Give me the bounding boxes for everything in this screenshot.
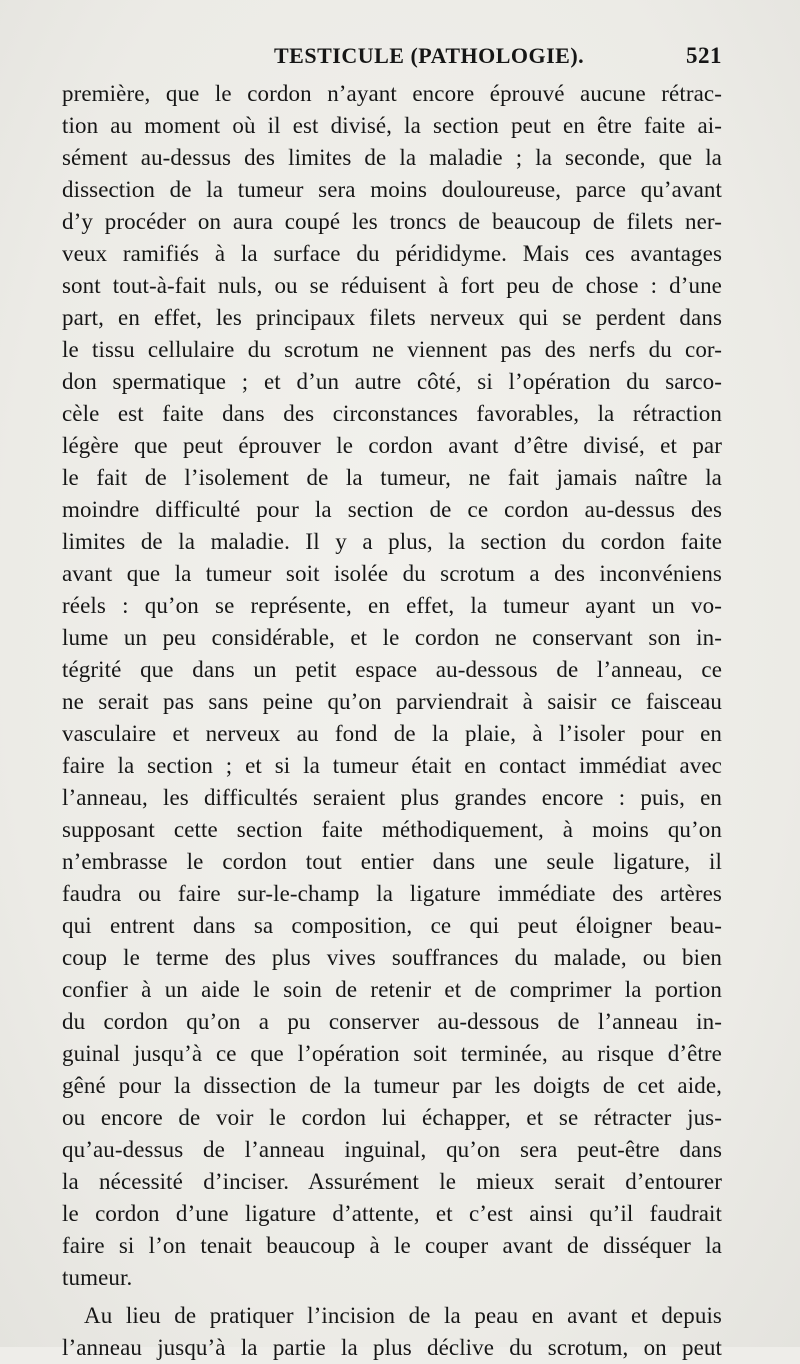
text-line: qui entrent dans sa composition, ce qui peut éloigner beau- bbox=[62, 913, 722, 938]
text-line: tion au moment où il est divisé, la section peut en être faite ai- bbox=[62, 113, 722, 138]
text-line: moindre difficulté pour la section de ce cordon au-dessus des bbox=[62, 497, 722, 522]
text-line: confier à un aide le soin de retenir et de comprimer la portion bbox=[62, 977, 722, 1002]
text-line: la nécessité d’inciser. Assurément le mieux serait d’entourer bbox=[62, 1169, 722, 1194]
text-line: première, que le cordon n’ayant encore éprouvé aucune rétrac- bbox=[62, 81, 722, 106]
text-line: coup le terme des plus vives souffrances du malade, ou bien bbox=[62, 945, 722, 970]
text-line: légère que peut éprouver le cordon avant d’être divisé, et par bbox=[62, 433, 722, 458]
page-number: 521 bbox=[686, 43, 722, 68]
text-line: tégrité que dans un petit espace au-dessous de l’anneau, ce bbox=[62, 657, 722, 682]
paragraph-1 bbox=[62, 78, 722, 1294]
text-line: faire la section ; et si la tumeur était en contact immédiat avec bbox=[62, 753, 722, 778]
text-line: le tissu cellulaire du scrotum ne viennent pas des nerfs du cor- bbox=[62, 337, 722, 362]
text-line: n’embrasse le cordon tout entier dans une seule ligature, il bbox=[62, 849, 722, 874]
text-line: supposant cette section faite méthodiquement, à moins qu’on bbox=[62, 817, 722, 842]
paragraph-2 bbox=[62, 1300, 722, 1364]
text-line: limites de la maladie. Il y a plus, la section du cordon faite bbox=[62, 529, 722, 554]
text-line: veux ramifiés à la surface du pérididyme. Mais ces avantages bbox=[62, 241, 722, 266]
text-line: du cordon qu’on a pu conserver au-dessous de l’anneau in- bbox=[62, 1009, 722, 1034]
text-line: sont tout-à-fait nuls, ou se réduisent à fort peu de chose : d’une bbox=[62, 273, 722, 298]
text-line: qu’au-dessus de l’anneau inguinal, qu’on sera peut-être dans bbox=[62, 1137, 722, 1162]
text-line: part, en effet, les principaux filets nerveux qui se perdent dans bbox=[62, 305, 722, 330]
text-line: d’y procéder on aura coupé les troncs de beaucoup de filets ner- bbox=[62, 209, 722, 234]
text-line: faudra ou faire sur-le-champ la ligature immédiate des artères bbox=[62, 881, 722, 906]
text-line: réels : qu’on se représente, en effet, la tumeur ayant un vo- bbox=[62, 593, 722, 618]
text-line: sément au-dessus des limites de la maladie ; la seconde, que la bbox=[62, 145, 722, 170]
running-head: TESTICULE (PATHOLOGIE). bbox=[274, 43, 585, 68]
text-line: cèle est faite dans des circonstances favorables, la rétraction bbox=[62, 401, 722, 426]
text-line: lume un peu considérable, et le cordon ne conservant son in- bbox=[62, 625, 722, 650]
text-line: don spermatique ; et d’un autre côté, si l’opération du sarco- bbox=[62, 369, 722, 394]
text-line: dissection de la tumeur sera moins douloureuse, parce qu’avant bbox=[62, 177, 722, 202]
text-line: Au lieu de pratiquer l’incision de la peau en avant et depuis bbox=[84, 1303, 722, 1328]
text-line: guinal jusqu’à ce que l’opération soit terminée, au risque d’être bbox=[62, 1041, 722, 1066]
text-line: l’anneau jusqu’à la partie la plus déclive du scrotum, on peut bbox=[62, 1335, 722, 1360]
text-line: tumeur. bbox=[62, 1265, 133, 1290]
text-line: l’anneau, les difficultés seraient plus grandes encore : puis, en bbox=[62, 785, 722, 810]
text-line: le cordon d’une ligature d’attente, et c’est ainsi qu’il faudrait bbox=[62, 1201, 722, 1226]
text-line: gêné pour la dissection de la tumeur par les doigts de cet aide, bbox=[62, 1073, 722, 1098]
text-line: vasculaire et nerveux au fond de la plaie, à l’isoler pour en bbox=[62, 721, 722, 746]
text-line: ou encore de voir le cordon lui échapper, et se rétracter jus- bbox=[62, 1105, 722, 1130]
text-line: faire si l’on tenait beaucoup à le couper avant de disséquer la bbox=[62, 1233, 722, 1258]
body-text bbox=[62, 78, 722, 1364]
text-line: ne serait pas sans peine qu’on parviendrait à saisir ce faisceau bbox=[62, 689, 722, 714]
text-line: le fait de l’isolement de la tumeur, ne fait jamais naître la bbox=[62, 465, 722, 490]
text-line: avant que la tumeur soit isolée du scrotum a des inconvéniens bbox=[62, 561, 722, 586]
page-header bbox=[62, 43, 722, 75]
